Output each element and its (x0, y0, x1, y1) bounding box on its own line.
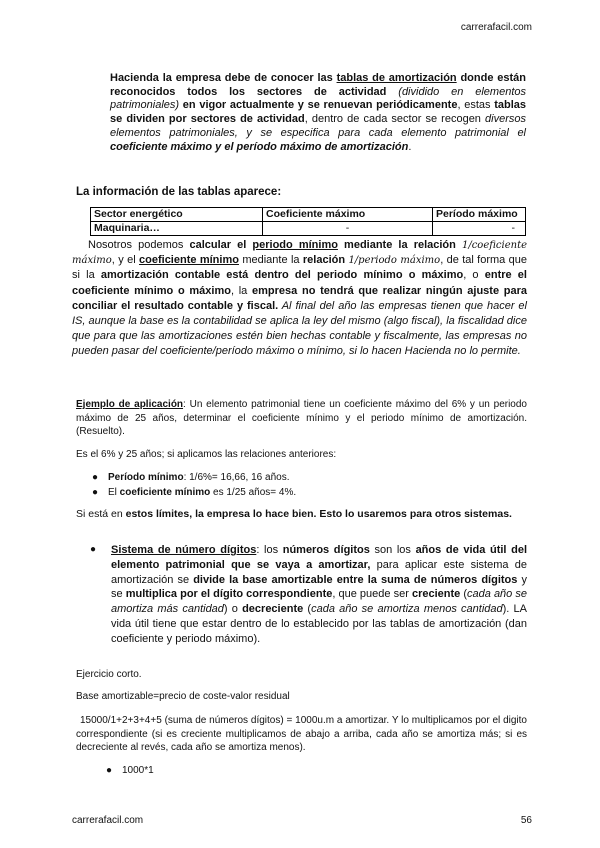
cell-periodo: - (433, 222, 526, 236)
formula-line: Base amortizable=precio de coste-valor residual (76, 691, 290, 702)
calc-list (104, 765, 154, 776)
calculation-paragraph: 15000/1+2+3+4+5 (suma de números dígitos) = 1000u.m a amortizar. Y lo multiplicamos por el digito correspondiente (si es creciente multiplicamos de abajo a arriba, cada año se amortiza más; si es decreciente al revés, cada año se amortiza menos). (76, 715, 527, 753)
digits-system-item (90, 543, 527, 647)
amortization-table (90, 207, 526, 236)
example-paragraph: Ejemplo de aplicación: Un elemento patrimonial tiene un coeficiente máximo del 6% y un periodo máximo de 25 años, determinar el coeficiente mínimo y el periodo mínimo de amortización. (Resuelto). (76, 399, 527, 437)
relations-paragraph: Nosotros podemos calcular el periodo mínimo mediante la relación 1/coeficiente máximo, y el coeficiente mínimo mediante la relación 1/periodo máximo, de tal forma que si la amortización contable está dentro del periodo mínimo o máximo, o entre el coeficiente mínimo o máximo, la empresa no tendrá que realizar ningún ajuste para conciliar el resultado contable y fiscal. Al final del año las empresas tienen que hacer el IS, aunque la base es la contabilidad se aplica la ley del mismo (algo fiscal), la fiscalidad dice que para que las amortizaciones estén bien hechas contable y fiscalmente, las empresas no pueden pasar del coeficiente/período máximo o mínimo, si lo hacen Hacienda no lo permite. (72, 239, 528, 358)
limits-paragraph: Si está en estos límites, la empresa lo hace bien. Esto lo usaremos para otros sistemas. (76, 508, 512, 520)
results-list (90, 470, 296, 500)
header-coef-max: Coeficiente máximo (263, 208, 433, 222)
list-item: ● 1000*1 (106, 765, 154, 776)
list-item: ● Período mínimo: 1/6%= 16,66, 16 años. (92, 472, 290, 483)
page-number: 56 (520, 815, 532, 826)
table-intro: La información de las tablas aparece: (76, 186, 282, 198)
cell-coef: - (263, 222, 433, 236)
intro-paragraph: Hacienda la empresa debe de conocer las tablas de amortización donde están reconocidos todos los sectores de actividad (dividido en elementos patrimoniales) en vigor actualmente y se renuevan periódicamente, estas tablas se dividen por sectores de actividad, dentro de cada sector se recogen diversos elementos patrimoniales, y se especifica para cada elemento patrimonial el coeficiente máximo y el período máximo de amortización. (110, 72, 526, 153)
bullet-icon: ● (92, 472, 99, 483)
digits-system-text: Sistema de número dígitos: los números dígitos son los años de vida útil del elemento patrimonial que se vaya a amortizar, para aplicar este sistema de amortización se divide la base amortizable entre la suma de números dígitos y se multiplica por el dígito correspondiente, que puede ser creciente (cada año se amortiza más cantidad) o decreciente (cada año se amortiza menos cantidad). LA vida útil tiene que estar dentro de lo establecido por las tablas de amortización (dan coeficiente y periodo máximo). (111, 544, 528, 645)
table-header-row (91, 208, 526, 222)
header-site-name: carrerafacil.com (460, 22, 532, 33)
bullet-icon: ● (90, 544, 97, 555)
header-sector: Sector energético (91, 208, 263, 222)
example-values-line: Es el 6% y 25 años; si aplicamos las relaciones anteriores: (76, 449, 337, 460)
table-row (91, 222, 526, 236)
header-periodo-max: Período máximo (433, 208, 526, 222)
exercise-title: Ejercicio corto. (76, 669, 142, 680)
bullet-icon: ● (106, 765, 113, 776)
bullet-icon: ● (92, 487, 99, 498)
cell-sector: Maquinaria… (91, 222, 263, 236)
footer-site-name: carrerafacil.com (72, 815, 144, 826)
list-item: ● El coeficiente mínimo es 1/25 años= 4%. (92, 487, 297, 498)
